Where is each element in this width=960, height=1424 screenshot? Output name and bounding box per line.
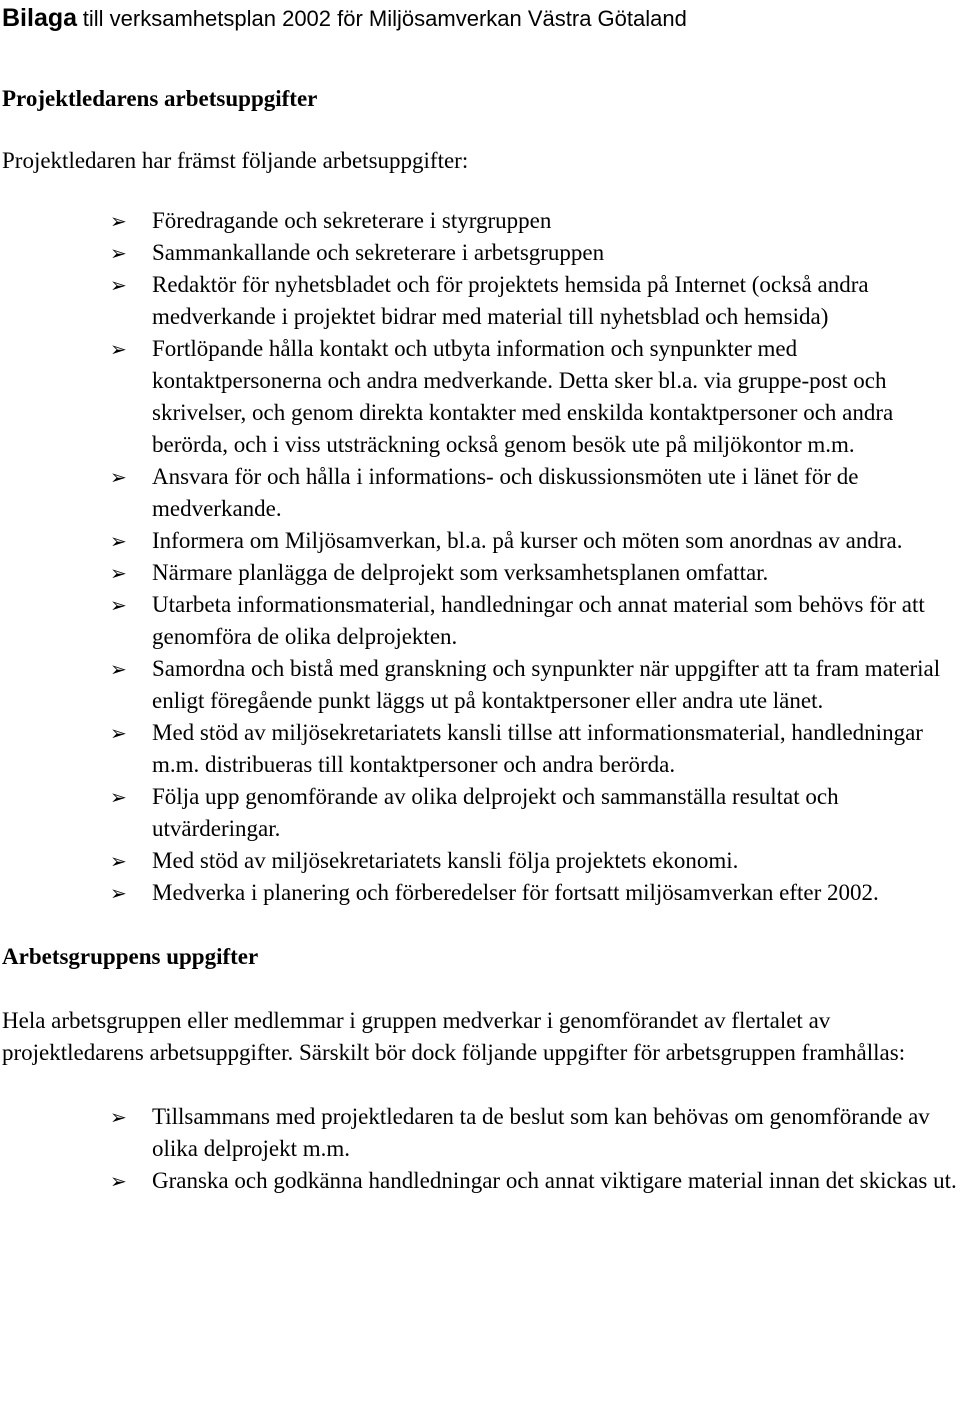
list-item — [110, 589, 958, 653]
arrow-bullet-icon: ➢ — [110, 561, 127, 585]
arrow-bullet-icon: ➢ — [110, 1105, 127, 1129]
list-item-text: Utarbeta informationsmaterial, handledningar och annat material som behövs för att genomföra de olika delprojekten. — [152, 592, 925, 649]
list-item — [110, 781, 958, 845]
arrow-bullet-icon: ➢ — [110, 785, 127, 809]
list-item — [110, 877, 958, 909]
list-item — [110, 1165, 958, 1197]
arrow-bullet-icon: ➢ — [110, 721, 127, 745]
arrow-bullet-icon: ➢ — [110, 657, 127, 681]
list-item — [110, 1101, 958, 1165]
page-header — [2, 2, 958, 34]
arrow-bullet-icon: ➢ — [110, 593, 127, 617]
section1-heading: Projektledarens arbetsuppgifter — [2, 86, 318, 111]
list-item-text: Informera om Miljösamverkan, bl.a. på kurser och möten som anordnas av andra. — [152, 528, 903, 553]
arrow-bullet-icon: ➢ — [110, 465, 127, 489]
document-page — [2, 0, 958, 1197]
list-item — [110, 845, 958, 877]
list-item-text: Sammankallande och sekreterare i arbetsgruppen — [152, 240, 605, 265]
arrow-bullet-icon: ➢ — [110, 337, 127, 361]
arrow-bullet-icon: ➢ — [110, 273, 127, 297]
list-item — [110, 237, 958, 269]
arrow-bullet-icon: ➢ — [110, 849, 127, 873]
list-item-text: Redaktör för nyhetsbladet och för projektets hemsida på Internet (också andra medverkande i projektet bidrar med material till nyhetsblad och hemsida) — [152, 272, 869, 329]
list-item-text: Föredragande och sekreterare i styrgruppen — [152, 208, 552, 233]
header-bold-word: Bilaga — [2, 4, 78, 32]
arrow-bullet-icon: ➢ — [110, 529, 127, 553]
list-item-text: Samordna och bistå med granskning och synpunkter när uppgifter att ta fram material enligt föregående punkt läggs ut på kontaktpersoner eller andra ute länet. — [152, 656, 941, 713]
list-item — [110, 333, 958, 461]
section1-list — [2, 205, 958, 909]
arrow-bullet-icon: ➢ — [110, 1169, 127, 1193]
list-item-text: Tillsammans med projektledaren ta de beslut som kan behövas om genomförande av olika delprojekt m.m. — [152, 1104, 930, 1161]
list-item — [110, 525, 958, 557]
section1-intro: Projektledaren har främst följande arbetsuppgifter: — [2, 148, 469, 173]
list-item — [110, 653, 958, 717]
header-text: till verksamhetsplan 2002 för Miljösamverkan Västra Götaland — [82, 6, 687, 31]
arrow-bullet-icon: ➢ — [110, 241, 127, 265]
section2-heading: Arbetsgruppens uppgifter — [2, 944, 259, 969]
list-item-text: Fortlöpande hålla kontakt och utbyta information och synpunkter med kontaktpersonerna och andra medverkande. Detta sker bl.a. via gruppe-post och skrivelser, och genom direkta kontakter med enskilda kontaktpersoner och andra berörda, och i viss utsträckning också genom besök ute på miljökontor m.m. — [152, 336, 894, 457]
list-item-text: Med stöd av miljösekretariatets kansli tillse att informationsmaterial, handledningar m.m. distribueras till kontaktpersoner och andra berörda. — [152, 720, 923, 777]
list-item-text: Medverka i planering och förberedelser för fortsatt miljösamverkan efter 2002. — [152, 880, 879, 905]
list-item-text: Ansvara för och hålla i informations- och diskussionsmöten ute i länet för de medverkande. — [152, 464, 859, 521]
list-item-text: Granska och godkänna handledningar och annat viktigare material innan det skickas ut. — [152, 1168, 957, 1193]
list-item — [110, 269, 958, 333]
list-item-text: Med stöd av miljösekretariatets kansli följa projektets ekonomi. — [152, 848, 739, 873]
list-item-text: Närmare planlägga de delprojekt som verksamhetsplanen omfattar. — [152, 560, 769, 585]
arrow-bullet-icon: ➢ — [110, 881, 127, 905]
arrow-bullet-icon: ➢ — [110, 209, 127, 233]
list-item-text: Följa upp genomförande av olika delprojekt och sammanställa resultat och utvärderingar. — [152, 784, 839, 841]
section2-list — [2, 1101, 958, 1197]
list-item — [110, 717, 958, 781]
list-item — [110, 461, 958, 525]
list-item — [110, 557, 958, 589]
list-item — [110, 205, 958, 237]
section2-intro: Hela arbetsgruppen eller medlemmar i gruppen medverkar i genomförandet av flertalet av projektledarens arbetsuppgifter. Särskilt bör dock följande uppgifter för arbetsgruppen framhållas: — [2, 1008, 906, 1065]
